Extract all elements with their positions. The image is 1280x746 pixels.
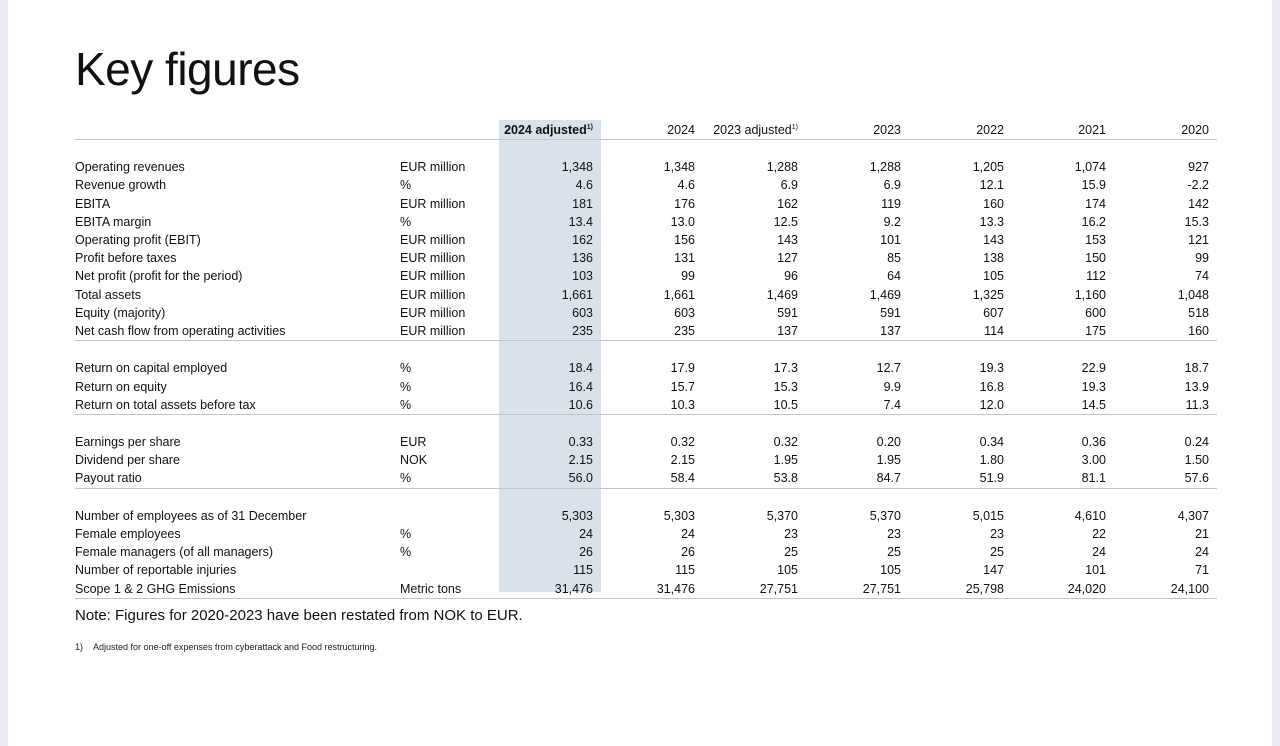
value-cell: 12.1 <box>979 178 1004 193</box>
table-row <box>75 580 1217 599</box>
value-cell: 1,160 <box>1074 287 1106 302</box>
value-cell: 0.24 <box>1184 435 1209 450</box>
row-label: Net profit (profit for the period) <box>75 269 243 284</box>
spacer-cell <box>75 414 400 433</box>
value-cell: 0.33 <box>568 435 593 450</box>
column-header: 2021 <box>1078 122 1106 137</box>
value-cell: 96 <box>784 269 798 284</box>
value-cell: 235 <box>674 323 695 338</box>
header-unit-cell <box>400 120 499 140</box>
group-spacer-row <box>75 488 1217 507</box>
value-cell: 15.7 <box>670 379 695 394</box>
table-row <box>75 322 1217 341</box>
group-spacer-row <box>75 140 1217 159</box>
value-cell: 99 <box>681 269 695 284</box>
value-cell: 603 <box>572 305 593 320</box>
value-cell: 160 <box>1188 323 1209 338</box>
table-row <box>75 377 1217 395</box>
value-cell: 5,370 <box>869 508 901 523</box>
table-row <box>75 286 1217 304</box>
spacer-cell <box>909 414 1012 433</box>
value-cell: 5,370 <box>766 508 798 523</box>
value-cell: 143 <box>777 233 798 248</box>
value-cell: 142 <box>1188 196 1209 211</box>
value-cell: 176 <box>674 196 695 211</box>
value-cell: 137 <box>777 323 798 338</box>
value-cell: 127 <box>777 251 798 266</box>
table-row <box>75 267 1217 285</box>
value-cell: 1,661 <box>561 287 593 302</box>
value-cell: 15.3 <box>1184 214 1209 229</box>
table-row <box>75 304 1217 322</box>
value-cell: 1,348 <box>561 160 593 175</box>
value-cell: 1.95 <box>876 453 901 468</box>
value-cell: 4,307 <box>1177 508 1209 523</box>
value-cell: 150 <box>1085 251 1106 266</box>
value-cell: 1,048 <box>1177 287 1209 302</box>
value-cell: 162 <box>572 233 593 248</box>
value-cell: 51.9 <box>979 471 1004 486</box>
value-cell: 9.9 <box>883 379 901 394</box>
value-cell: 12.7 <box>876 361 901 376</box>
row-label: Dividend per share <box>75 453 180 468</box>
value-cell: 518 <box>1188 305 1209 320</box>
table-row <box>75 451 1217 469</box>
footnote-text: Adjusted for one-off expenses from cyberattack and Food restructuring. <box>93 642 377 652</box>
value-cell: 115 <box>675 563 695 578</box>
value-cell: 181 <box>572 196 593 211</box>
spacer-cell <box>909 341 1012 360</box>
value-cell: 4.6 <box>677 178 695 193</box>
group-spacer-row <box>75 414 1217 433</box>
value-cell: 1.80 <box>979 453 1004 468</box>
spacer-cell <box>400 414 499 433</box>
value-cell: 147 <box>983 563 1004 578</box>
value-cell: 131 <box>674 251 695 266</box>
row-label: Equity (majority) <box>75 305 166 320</box>
table-row <box>75 195 1217 213</box>
row-unit: % <box>400 527 412 542</box>
spacer-cell <box>1012 414 1114 433</box>
spacer-cell <box>703 140 806 159</box>
row-label: Return on equity <box>75 379 167 394</box>
table-row <box>75 213 1217 231</box>
group-spacer-row <box>75 341 1217 360</box>
spacer-cell <box>806 341 909 360</box>
value-cell: 112 <box>1086 269 1106 284</box>
row-unit: Metric tons <box>400 580 499 599</box>
value-cell: 143 <box>983 233 1004 248</box>
spacer-cell <box>75 488 400 507</box>
value-cell: 24,100 <box>1114 580 1217 599</box>
value-cell: 0.32 <box>773 435 798 450</box>
value-cell: 25,798 <box>909 580 1012 599</box>
column-header: 2024 adjusted$^{1)}$ <box>504 122 593 137</box>
value-cell: 71 <box>1195 563 1209 578</box>
value-cell: 12.0 <box>979 397 1004 412</box>
value-cell: 12.5 <box>773 214 798 229</box>
value-cell: 18.4 <box>568 361 593 376</box>
row-unit: EUR million <box>400 196 466 211</box>
value-cell: 99 <box>1195 251 1209 266</box>
value-cell: 22.9 <box>1081 361 1106 376</box>
value-cell: 6.9 <box>780 178 798 193</box>
value-cell: 13.4 <box>568 214 593 229</box>
column-header: 2022 <box>976 122 1004 137</box>
key-figures-table <box>75 120 1217 599</box>
value-cell: 31,476 <box>601 580 703 599</box>
value-cell: 74 <box>1195 269 1209 284</box>
restatement-note: Note: Figures for 2020-2023 have been restated from NOK to EUR. <box>75 607 523 624</box>
row-label: Operating revenues <box>75 160 185 175</box>
value-cell: 57.6 <box>1184 471 1209 486</box>
spacer-cell <box>400 140 499 159</box>
value-cell: 56.0 <box>568 471 593 486</box>
header-label-cell <box>75 120 400 140</box>
spacer-cell <box>1012 488 1114 507</box>
spacer-cell <box>1012 341 1114 360</box>
value-cell: 13.3 <box>979 214 1004 229</box>
spacer-cell <box>806 140 909 159</box>
table-row <box>75 507 1217 525</box>
table-row <box>75 396 1217 415</box>
spacer-cell <box>601 488 703 507</box>
value-cell: 1,348 <box>663 160 695 175</box>
spacer-cell <box>806 414 909 433</box>
row-label: Total assets <box>75 287 142 302</box>
value-cell: 4,610 <box>1074 508 1106 523</box>
value-cell: 58.4 <box>670 471 695 486</box>
row-unit: EUR million <box>400 269 466 284</box>
value-cell: 3.00 <box>1081 453 1106 468</box>
value-cell: 84.7 <box>876 471 901 486</box>
table-row <box>75 543 1217 561</box>
spacer-cell <box>909 140 1012 159</box>
value-cell: 0.20 <box>876 435 901 450</box>
row-label: Number of reportable injuries <box>75 563 237 578</box>
value-cell: 101 <box>1085 563 1106 578</box>
value-cell: 18.7 <box>1184 361 1209 376</box>
spacer-cell <box>499 140 601 159</box>
value-cell: 5,303 <box>561 508 593 523</box>
value-cell: 31,476 <box>499 580 601 599</box>
value-cell: 16.8 <box>979 379 1004 394</box>
value-cell: 13.0 <box>670 214 695 229</box>
value-cell: 53.8 <box>773 471 798 486</box>
spacer-cell <box>601 140 703 159</box>
value-cell: 162 <box>777 196 798 211</box>
value-cell: 26 <box>579 545 593 560</box>
table-row <box>75 469 1217 488</box>
value-cell: 15.3 <box>773 379 798 394</box>
value-cell: 22 <box>1092 527 1106 542</box>
value-cell: 1.95 <box>773 453 798 468</box>
row-unit: % <box>400 471 412 486</box>
value-cell: 9.2 <box>883 214 901 229</box>
key-figures-table-wrap <box>75 120 1217 599</box>
value-cell: 81.1 <box>1081 471 1106 486</box>
row-unit <box>400 507 499 525</box>
value-cell: 121 <box>1188 233 1209 248</box>
value-cell: 1,074 <box>1074 160 1106 175</box>
row-label: Number of employees as of 31 December <box>75 508 307 523</box>
spacer-cell <box>601 341 703 360</box>
value-cell: 23 <box>887 527 901 542</box>
spacer-cell <box>75 140 400 159</box>
value-cell: 7.4 <box>883 397 901 412</box>
row-unit: % <box>400 178 412 193</box>
table-row <box>75 249 1217 267</box>
value-cell: 174 <box>1085 196 1106 211</box>
spacer-cell <box>400 488 499 507</box>
value-cell: 101 <box>880 233 901 248</box>
spacer-cell <box>75 341 400 360</box>
value-cell: 23 <box>990 527 1004 542</box>
page <box>8 0 1272 746</box>
spacer-cell <box>400 341 499 360</box>
value-cell: 24 <box>681 527 695 542</box>
column-header: 2024 <box>667 122 695 137</box>
row-unit: % <box>400 379 412 394</box>
value-cell: 6.9 <box>883 178 901 193</box>
footnote-number: 1) <box>75 642 84 652</box>
value-cell: 103 <box>572 269 593 284</box>
column-header: 2020 <box>1181 122 1209 137</box>
value-cell: 2.15 <box>568 453 593 468</box>
value-cell: 119 <box>881 196 901 211</box>
page-title: Key figures <box>75 43 300 95</box>
value-cell: 1,661 <box>663 287 695 302</box>
value-cell: 24 <box>1195 545 1209 560</box>
value-cell: 16.2 <box>1081 214 1106 229</box>
value-cell: 11.3 <box>1185 397 1209 412</box>
value-cell: 235 <box>572 323 593 338</box>
value-cell: 16.4 <box>568 379 593 394</box>
spacer-cell <box>1114 341 1217 360</box>
value-cell: 25 <box>990 545 1004 560</box>
row-unit: EUR million <box>400 323 466 338</box>
spacer-cell <box>703 414 806 433</box>
value-cell: 591 <box>880 305 901 320</box>
value-cell: 1,205 <box>972 160 1004 175</box>
row-unit: EUR million <box>400 233 466 248</box>
value-cell: 17.3 <box>773 361 798 376</box>
spacer-cell <box>703 341 806 360</box>
spacer-cell <box>1114 414 1217 433</box>
value-cell: 64 <box>887 269 901 284</box>
value-cell: 0.34 <box>979 435 1004 450</box>
value-cell: 137 <box>880 323 901 338</box>
value-cell: 603 <box>674 305 695 320</box>
value-cell: 23 <box>784 527 798 542</box>
row-label: Payout ratio <box>75 471 142 486</box>
spacer-cell <box>1012 140 1114 159</box>
value-cell: 5,303 <box>663 508 695 523</box>
row-label: Profit before taxes <box>75 251 177 266</box>
value-cell: 175 <box>1085 323 1106 338</box>
row-unit: % <box>400 397 412 412</box>
row-unit: % <box>400 361 412 376</box>
value-cell: 19.3 <box>1081 379 1106 394</box>
row-unit: EUR <box>400 435 427 450</box>
value-cell: 138 <box>983 251 1004 266</box>
spacer-cell <box>1114 488 1217 507</box>
row-label: Scope 1 & 2 GHG Emissions <box>75 580 400 599</box>
column-header: 2023 adjusted$^{1)}$ <box>713 122 798 137</box>
row-unit: EUR million <box>400 160 466 175</box>
value-cell: 10.3 <box>670 397 695 412</box>
value-cell: 1.50 <box>1184 453 1209 468</box>
spacer-cell <box>1114 140 1217 159</box>
row-unit: NOK <box>400 453 428 468</box>
value-cell: 0.32 <box>670 435 695 450</box>
row-label: Operating profit (EBIT) <box>75 233 201 248</box>
table-row <box>75 231 1217 249</box>
value-cell: 4.6 <box>575 178 593 193</box>
row-unit: % <box>400 545 412 560</box>
value-cell: 26 <box>681 545 695 560</box>
value-cell: 105 <box>880 563 901 578</box>
table-row <box>75 561 1217 579</box>
row-label: Net cash flow from operating activities <box>75 323 286 338</box>
row-label: Earnings per share <box>75 435 181 450</box>
value-cell: 19.3 <box>979 361 1004 376</box>
value-cell: 5,015 <box>972 508 1004 523</box>
value-cell: 15.9 <box>1081 178 1106 193</box>
row-unit: % <box>400 214 412 229</box>
value-cell: 1,325 <box>972 287 1004 302</box>
value-cell: 21 <box>1195 527 1209 542</box>
table-header-row <box>75 120 1217 140</box>
value-cell: 2.15 <box>670 453 695 468</box>
value-cell: -2.2 <box>1187 178 1209 193</box>
row-unit: EUR million <box>400 305 466 320</box>
table-row <box>75 525 1217 543</box>
table-row <box>75 158 1217 176</box>
value-cell: 591 <box>777 305 798 320</box>
row-label: Female managers (of all managers) <box>75 545 273 560</box>
table-row <box>75 176 1217 194</box>
value-cell: 24 <box>1092 545 1106 560</box>
value-cell: 25 <box>887 545 901 560</box>
value-cell: 17.9 <box>670 361 695 376</box>
row-label: Female employees <box>75 527 181 542</box>
row-label: Return on total assets before tax <box>75 397 256 412</box>
value-cell: 10.6 <box>568 397 593 412</box>
spacer-cell <box>703 488 806 507</box>
table-row <box>75 433 1217 451</box>
value-cell: 25 <box>784 545 798 560</box>
value-cell: 927 <box>1188 160 1209 175</box>
footnote <box>75 642 377 652</box>
spacer-cell <box>806 488 909 507</box>
row-label: EBITA margin <box>75 214 152 229</box>
value-cell: 24,020 <box>1012 580 1114 599</box>
value-cell: 1,469 <box>766 287 798 302</box>
spacer-cell <box>499 488 601 507</box>
value-cell: 156 <box>674 233 695 248</box>
column-header: 2023 <box>873 122 901 137</box>
value-cell: 13.9 <box>1184 379 1209 394</box>
value-cell: 153 <box>1085 233 1106 248</box>
value-cell: 27,751 <box>703 580 806 599</box>
value-cell: 0.36 <box>1081 435 1106 450</box>
value-cell: 1,288 <box>766 160 798 175</box>
value-cell: 1,288 <box>869 160 901 175</box>
row-label: EBITA <box>75 196 111 211</box>
value-cell: 136 <box>572 251 593 266</box>
value-cell: 24 <box>579 527 593 542</box>
value-cell: 85 <box>887 251 901 266</box>
value-cell: 14.5 <box>1081 397 1106 412</box>
value-cell: 105 <box>777 563 798 578</box>
spacer-cell <box>499 414 601 433</box>
value-cell: 115 <box>573 563 593 578</box>
spacer-cell <box>499 341 601 360</box>
value-cell: 1,469 <box>869 287 901 302</box>
value-cell: 607 <box>983 305 1004 320</box>
value-cell: 27,751 <box>806 580 909 599</box>
value-cell: 160 <box>983 196 1004 211</box>
row-unit <box>400 561 499 579</box>
table-row <box>75 359 1217 377</box>
value-cell: 600 <box>1085 305 1106 320</box>
table-body <box>75 140 1217 599</box>
row-label: Revenue growth <box>75 178 167 193</box>
spacer-cell <box>601 414 703 433</box>
value-cell: 105 <box>983 269 1004 284</box>
value-cell: 114 <box>984 323 1004 338</box>
row-label: Return on capital employed <box>75 361 228 376</box>
row-unit: EUR million <box>400 251 466 266</box>
value-cell: 10.5 <box>773 397 798 412</box>
row-unit: EUR million <box>400 287 466 302</box>
spacer-cell <box>909 488 1012 507</box>
